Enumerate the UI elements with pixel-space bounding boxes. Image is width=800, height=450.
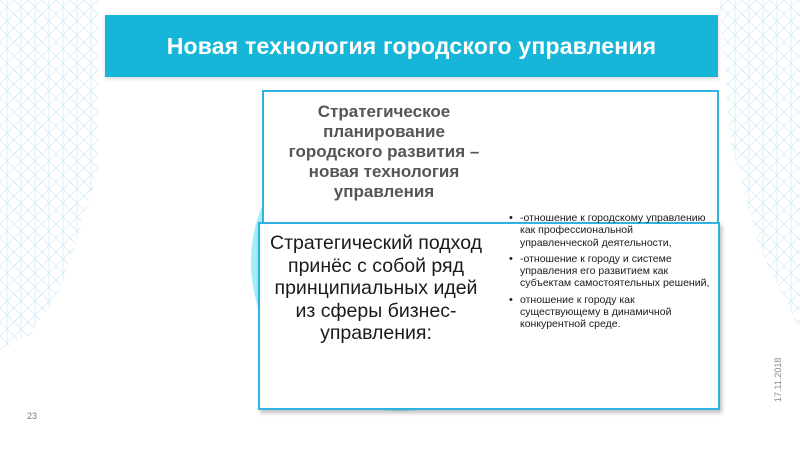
slide-date: 17.11.2018 (773, 357, 783, 402)
strategic-approach-text: Стратегический подход принёс с собой ряд принципиальных идей из сферы бизнес-управления: (269, 232, 482, 344)
page-number: 23 (27, 411, 38, 421)
strategic-planning-text: Стратегическое планирование городского развития – новая технология управления (288, 102, 480, 201)
bullet-item: • отношение к городу как существующему в динамичной конкурентной среде. (508, 294, 713, 331)
wireframe-building-left (0, 0, 98, 350)
bullet-item: • -отношение к городу и системе управления его развитием как субъектам самостоятельных решений, (508, 253, 713, 290)
title-bar (105, 15, 718, 77)
bullet-item: • -отношение к городскому управлению как профессиональной управленческой деятельности, (508, 212, 713, 249)
slide-title: Новая технология городского управления (166, 32, 657, 59)
wireframe-building-right (720, 0, 800, 330)
ideas-bullet-list (508, 212, 713, 335)
strategic-approach-box (258, 212, 720, 410)
